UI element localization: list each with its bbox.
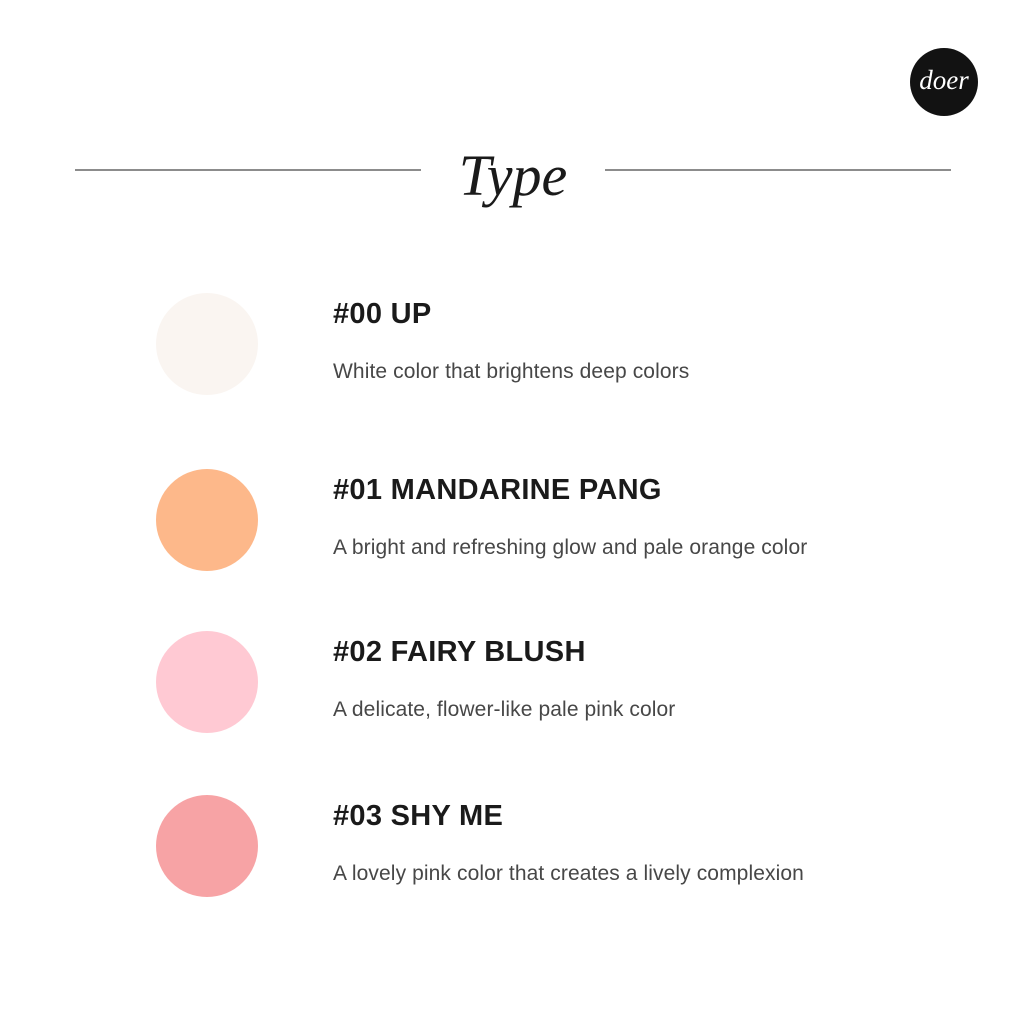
type-label: #01 MANDARINE PANG (333, 474, 662, 506)
doer-logo (910, 48, 978, 116)
type-row-00-up (156, 293, 689, 395)
type-description: A lovely pink color that creates a lively complexion (333, 862, 804, 885)
type-row-texts (333, 293, 689, 385)
type-description: A bright and refreshing glow and pale orange color (333, 536, 808, 559)
type-label: #02 FAIRY BLUSH (333, 636, 586, 668)
type-description: White color that brightens deep colors (333, 360, 690, 383)
type-row-01-mandarine-pang (156, 469, 807, 571)
type-row-texts (333, 469, 807, 561)
section-title: Type (458, 143, 568, 208)
color-swatch-03-shy-me (156, 795, 258, 897)
type-row-texts (333, 631, 675, 723)
color-swatch-01-mandarine-pang (156, 469, 258, 571)
color-swatch-00-up (156, 293, 258, 395)
section-header (75, 140, 951, 212)
header-rule-right (605, 169, 951, 171)
doer-logo-text: doer (919, 65, 969, 95)
color-swatch-02-fairy-blush (156, 631, 258, 733)
type-description: A delicate, flower-like pale pink color (333, 698, 676, 721)
type-row-02-fairy-blush (156, 631, 675, 733)
type-label: #00 UP (333, 298, 432, 330)
header-rule-left (75, 169, 421, 171)
type-label: #03 SHY ME (333, 800, 504, 832)
type-row-texts (333, 795, 804, 887)
type-row-03-shy-me (156, 795, 804, 897)
